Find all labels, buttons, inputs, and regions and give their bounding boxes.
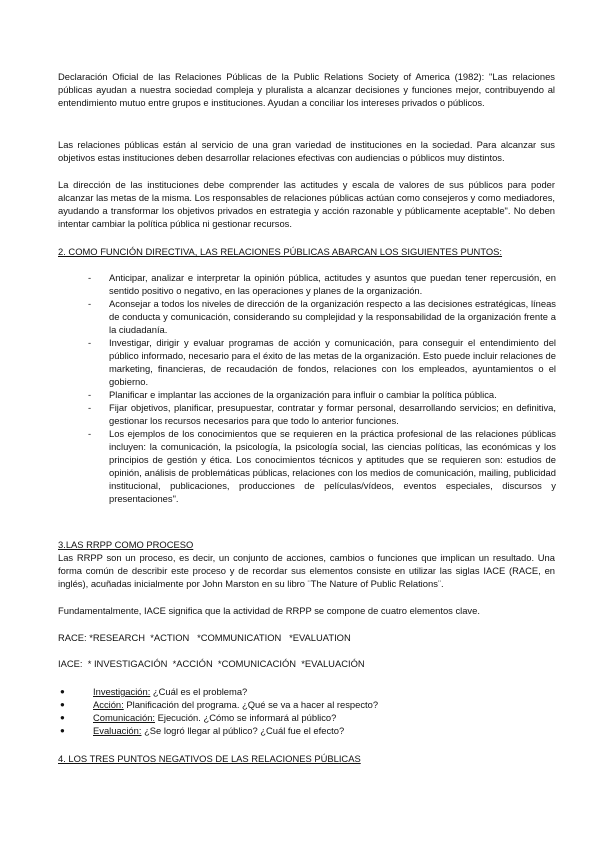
list-item (88, 427, 556, 505)
section-4-heading: 4. LOS TRES PUNTOS NEGATIVOS DE LAS RELACIONES PÚBLICAS (58, 753, 361, 764)
paragraph-fundamental: Fundamentalmente, IACE significa que la actividad de RRPP se compone de cuatro elementos clave. (58, 605, 480, 616)
paragraph-institutions: Las relaciones públicas están al servicio de una gran variedad de instituciones en la sociedad. Para alcanzar sus objetivos estas instituciones deben desarrollar relaciones efectivas con audiencias o públicos muy distintos. (58, 139, 555, 163)
list-item (88, 271, 556, 297)
list-item-text: Anticipar, analizar e interpretar la opinión pública, actitudes y asuntos que puedan tener repercusión, en sentido positivo o negativo, en las operaciones y planes de la organización. (109, 272, 556, 296)
iace-bullet-list (58, 685, 555, 737)
list-item-text: Aconsejar a todos los niveles de dirección de la organización respecto a las decisiones estratégicas, líneas de conducta y comunicación, considerando su complejidad y la responsabilidad de la organización frente a la ciudadanía. (109, 298, 556, 335)
race-line: RACE: *RESEARCH *ACTION *COMMUNICATION *EVALUATION (58, 632, 351, 643)
dash-marker: - (88, 298, 92, 309)
section-3-heading: 3.LAS RRPP COMO PROCESO (58, 539, 194, 550)
list-item-text: Fijar objetivos, planificar, presupuestar, contratar y formar personal, desarrollando servicios; en definitiva, gestionar los recursos necesarios para que todo lo anterior funciones. (109, 402, 556, 426)
bullet-term: Comunicación: (93, 712, 156, 723)
list-item-text: Los ejemplos de los conocimientos que se requieren en la práctica profesional de las relaciones públicas incluyen: la comunicación, la psicología, la psicología social, las ciencias políticas, las económicas y los principios de gestión y ética. Los conocimientos técnicos y aptitudes que se requieren son: estudios de opinión, análisis de problemáticas públicas, relaciones con los medios de comunicación, mailing, publicidad institucional, publicaciones, producciones de películas/vídeos, eventos especiales, discursos y presentaciones". (109, 428, 556, 504)
list-item (58, 724, 555, 737)
list-item (88, 388, 556, 401)
iace-line: IACE: * INVESTIGACIÓN *ACCIÓN *COMUNICACIÓN *EVALUACIÓN (58, 658, 365, 669)
list-item (88, 401, 556, 427)
list-item-text: Investigar, dirigir y evaluar programas de acción y comunicación, para conseguir el entendimiento del público informado, necesario para el éxito de las metas de la organización. Esto puede incluir relaciones de marketing, financieras, de recaudación de fondos, relaciones con los empleados, ayuntamientos o el gobierno. (109, 337, 556, 387)
bullet-term: Acción: (93, 699, 124, 710)
section-2-list (88, 271, 556, 505)
list-item (58, 685, 555, 698)
dash-marker: - (88, 428, 92, 439)
dash-marker: - (88, 337, 92, 348)
bullet-term: Evaluación: (93, 725, 142, 736)
bullet-text: ¿Se logró llegar al público? ¿Cuál fue el efecto? (141, 725, 345, 736)
section-2-heading: 2. COMO FUNCIÓN DIRECTIVA, LAS RELACIONES PÚBLICAS ABARCAN LOS SIGUIENTES PUNTOS: (58, 246, 503, 257)
dash-marker: - (88, 402, 92, 413)
bullet-marker: ● (60, 687, 65, 696)
dash-marker: - (88, 272, 92, 283)
bullet-marker: ● (60, 726, 65, 735)
paragraph-management: La dirección de las instituciones debe comprender las actitudes y escala de valores de sus públicos para poder alcanzar las metas de la misma. Los responsables de relaciones públicas actúan como consejeros y como mediadores, ayudando a transformar los objetivos privados en estrategia y acción razonable y públicamente aceptable". No deben intentar cambiar la política pública ni gestionar recursos. (58, 179, 555, 229)
paragraph-process: Las RRPP son un proceso, es decir, un conjunto de acciones, cambios o funciones que implican un resultado. Una forma común de describir este proceso y de recordar sus elementos consiste en utilizar las siglas IACE (RACE, en inglés), acuñadas inicialmente por John Marston en su libro ¨The Nature of Public Relations¨. (58, 552, 555, 589)
list-item (58, 698, 555, 711)
bullet-term: Investigación: (93, 686, 151, 697)
list-item (88, 336, 556, 388)
bullet-marker: ● (60, 713, 65, 722)
list-item (88, 297, 556, 336)
paragraph-prsa-declaration: Declaración Oficial de las Relaciones Públicas de la Public Relations Society of America (1982): "Las relaciones públicas ayudan a nuestra sociedad compleja y pluralista a alcanzar decisiones y funciones mejor, contribuyendo al entendimiento mutuo entre grupos e instituciones. Ayudan a conciliar los intereses privados o públicos. (58, 71, 555, 108)
bullet-marker: ● (60, 700, 65, 709)
bullet-text: Ejecución. ¿Cómo se informará al público? (155, 712, 337, 723)
list-item (58, 711, 555, 724)
dash-marker: - (88, 389, 92, 400)
bullet-text: Planificación del programa. ¿Qué se va a hacer al respecto? (123, 699, 379, 710)
list-item-text: Planificar e implantar las acciones de la organización para influir o cambiar la política pública. (109, 389, 497, 400)
bullet-text: ¿Cuál es el problema? (150, 686, 248, 697)
